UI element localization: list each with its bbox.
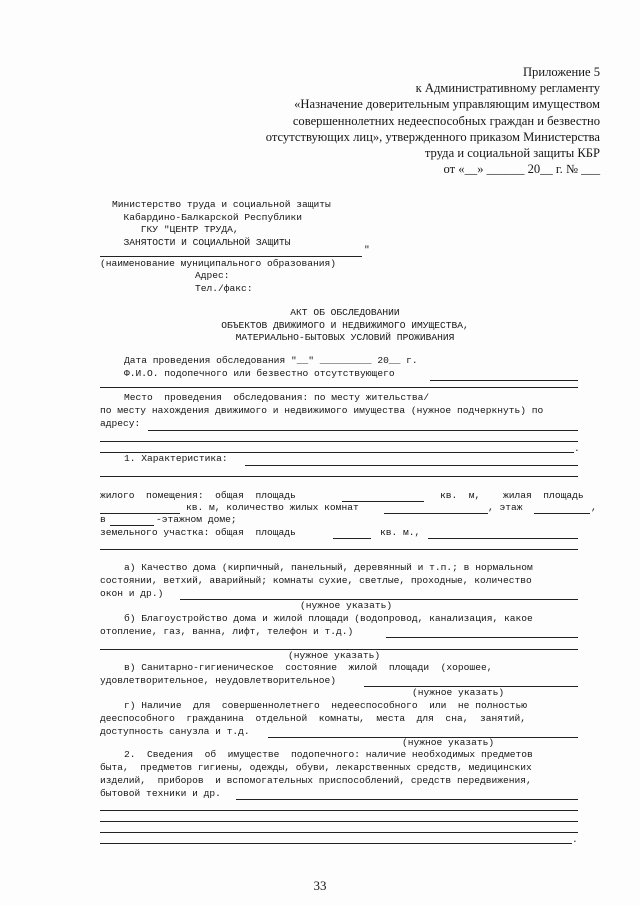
period: . [572, 834, 578, 845]
header-line: Приложение 5 [522, 65, 600, 79]
item-b-field[interactable] [386, 637, 578, 638]
item-a-line-3: окон и др.) [100, 588, 164, 599]
section-2-line-4: бытовой техники и др. [100, 788, 221, 799]
municipality-field-line[interactable] [100, 256, 362, 257]
living-area-label: жилого помещения: общая площадь [100, 490, 296, 501]
header-line: к Административному регламенту [415, 81, 600, 96]
section-2-line-1: 2. Сведения об имуществе подопечного: наличие необходимых предметов [124, 749, 533, 760]
property-field[interactable] [236, 799, 578, 800]
ministry-line: ЗАНЯТОСТИ И СОЦИАЛЬНОЙ ЗАЩИТЫ [112, 236, 291, 248]
comma: , [591, 502, 597, 513]
floor-label: , этаж [488, 502, 523, 513]
land-area-label: земельного участка: общая площадь [100, 527, 296, 538]
section-2-line-2: быта, предметов гигиены, одежды, обуви, лекарственных средств, медицинских [100, 762, 532, 773]
land-extra-field[interactable] [428, 538, 578, 539]
land-area-field[interactable] [333, 538, 371, 539]
item-g-line-3: доступность санузла и т.д. [100, 726, 250, 737]
specify-hint: (нужное указать) [402, 737, 495, 748]
item-a-line-1: а) Качество дома (кирпичный, панельный, деревянный и т.п.; в нормальном [124, 562, 533, 573]
property-field-2[interactable] [100, 810, 578, 811]
floor-suffix: -этажном доме; [156, 514, 237, 525]
place-line-3: адресу: [100, 418, 141, 429]
section-1-heading: 1. Характеристика: [124, 453, 228, 464]
specify-hint: (нужное указать) [288, 650, 381, 661]
header-line: «Назначение доверительным управляющим имуществом [294, 97, 600, 112]
appendix-header [200, 64, 600, 177]
address-field-line[interactable] [148, 430, 578, 431]
unit-label: кв. м, [440, 490, 481, 501]
land-unit: кв. м., [380, 527, 421, 538]
floor-in-label: в [100, 514, 106, 525]
period: . [574, 443, 580, 454]
specify-hint: (нужное указать) [412, 687, 505, 698]
property-field-4[interactable] [100, 832, 578, 833]
floor-field[interactable] [534, 513, 590, 514]
closing-quote: " [364, 244, 370, 255]
item-v-line-2: удовлетворительное, неудовлетворительное) [100, 675, 337, 686]
phone-label: Тел./факс: [195, 283, 253, 294]
living-area-text: жилая площадь [503, 490, 584, 501]
property-field-5[interactable] [100, 843, 572, 844]
building-floors-field[interactable] [110, 525, 154, 526]
address-label: Адрес: [195, 270, 230, 281]
title-line: АКТ ОБ ОБСЛЕДОВАНИИ [290, 307, 400, 318]
place-line-1: Место проведения обследования: по месту жительства/ [124, 392, 430, 403]
item-a-line-2: состоянии, ветхий, аварийный; комнаты сухие, светлые, проходные, количество [100, 575, 532, 586]
act-title [150, 307, 540, 345]
item-v-text: в) Санитарно-гигиеническое состояние жилой площади (хорошее, [124, 662, 493, 673]
land-field-line-2[interactable] [100, 549, 578, 550]
section-2-line-3: изделий, приборов и вспомогательных приспособлений, средств передвижения, [100, 775, 532, 786]
address-field-line-2[interactable] [100, 441, 578, 442]
title-line: ОБЪЕКТОВ ДВИЖИМОГО И НЕДВИЖИМОГО ИМУЩЕСТВА, [221, 319, 469, 331]
ministry-line: Министерство труда и социальной защиты [112, 199, 331, 210]
item-g-line-1: г) Наличие для совершеннолетнего недееспособного или не полностью [124, 700, 528, 711]
survey-date-line: Дата проведения обследования "__" _________ 20__ г. [124, 355, 418, 366]
place-line-2: по месту нахождения движимого и недвижимого имущества (нужное подчеркнуть) по [100, 405, 544, 416]
characteristic-field-line[interactable] [245, 465, 578, 466]
item-b-line-1: б) Благоустройство дома и жилой площади (водопровод, канализация, какое [124, 613, 533, 624]
header-line: от «__» ______ 20__ г. № ___ [443, 162, 600, 177]
specify-hint: (нужное указать) [300, 600, 393, 611]
item-b-line-2: отопление, газ, ванна, лифт, телефон и т.д.) [100, 626, 354, 637]
item-v-line-1 [124, 662, 578, 675]
rooms-label: кв. м, количество жилых комнат [186, 502, 359, 513]
title-line: МАТЕРИАЛЬНО-БЫТОВЫХ УСЛОВИЙ ПРОЖИВАНИЯ [235, 332, 455, 343]
ministry-line: Кабардино-Балкарской Республики [112, 211, 302, 223]
page-number: 33 [313, 878, 327, 893]
header-line: отсутствующих лиц», утвержденного приказом Министерства [265, 129, 600, 144]
header-line: труда и социальной защиты КБР [424, 146, 600, 161]
header-line: совершеннолетних недееспособных граждан и безвестно [292, 113, 600, 128]
ministry-line: ГКУ "ЦЕНТР ТРУДА, [112, 224, 239, 235]
rooms-field[interactable] [384, 513, 488, 514]
fio-continuation-line[interactable] [100, 387, 578, 388]
characteristic-field-line-2[interactable] [100, 476, 578, 477]
ministry-block [112, 199, 331, 249]
fio-label: Ф.И.О. подопечного или безвестно отсутствующего [124, 368, 395, 379]
property-field-3[interactable] [100, 821, 578, 822]
municipality-caption: (наименование муниципального образования) [100, 258, 337, 269]
item-g-line-2: дееспособного гражданина отдельной комнаты, места для сна, занятий, [100, 713, 527, 724]
fio-field-line[interactable] [430, 380, 578, 381]
